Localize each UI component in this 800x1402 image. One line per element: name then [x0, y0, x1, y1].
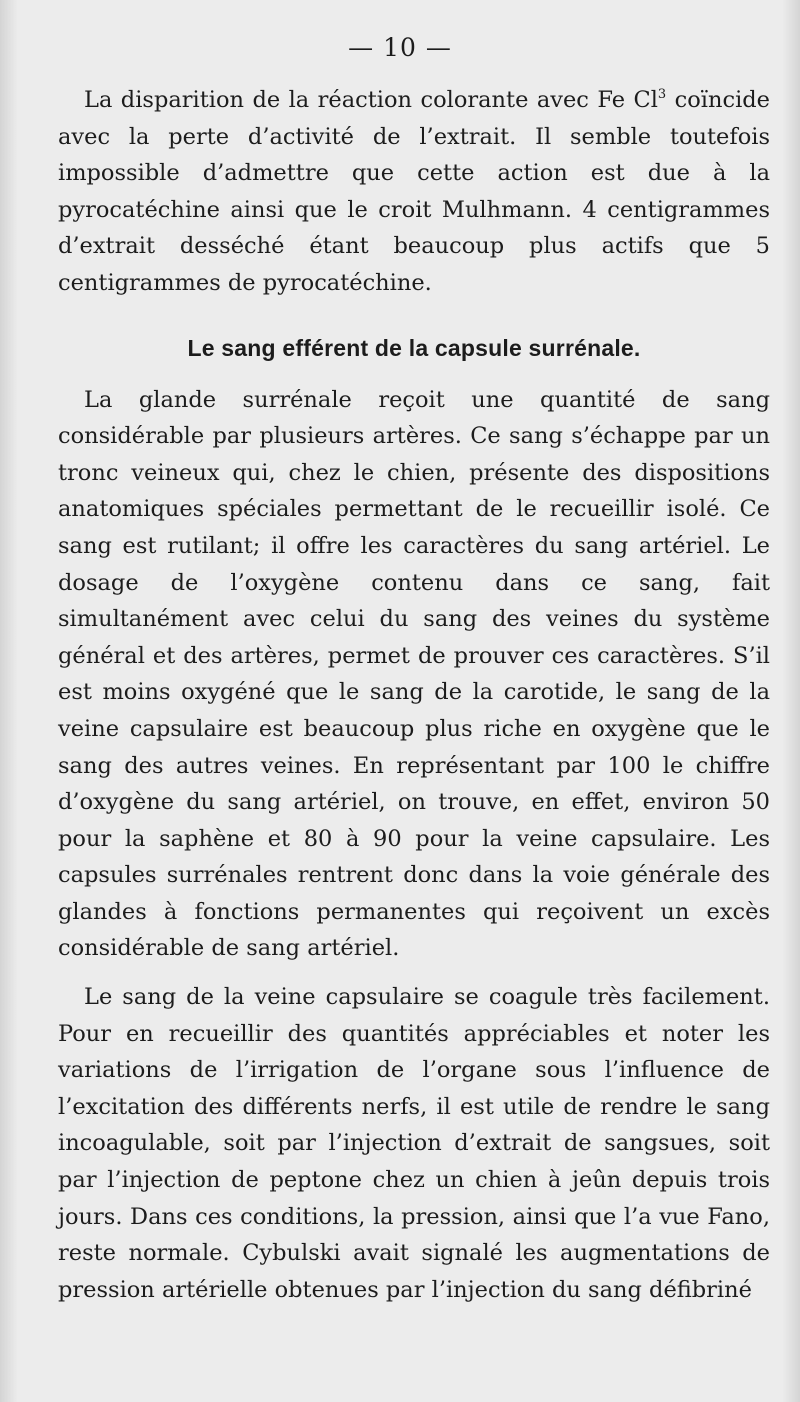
page-body — [58, 82, 770, 1308]
page-number: — 10 — — [348, 33, 452, 62]
superscript-three: 3 — [657, 87, 667, 102]
intro-text-start: La disparition de la réaction colorante avec Fe Cl — [84, 87, 658, 113]
body-paragraph-2: Le sang de la veine capsulaire se coagule très facilement. Pour en recueillir des quantités appréciables et noter les variations de l’irrigation de l’organe sous l’influence de l’excitation des différents nerfs, il est utile de rendre le sang incoagulable, soit par l’injection d’extrait de sangsues, soit par l’injection de peptone chez un chien à jeûn depuis trois jours. Dans ces conditions, la pression, ainsi que l’a vue Fano, reste normale. Cybulski avait signalé les augmentations de pression artérielle obtenues par l’injection du sang défibriné — [58, 984, 770, 1303]
body-paragraph-1: La glande surrénale reçoit une quantité de sang considérable par plusieurs artères. Ce sang s’échappe par un tronc veineux qui, chez le chien, présente des dispositions anatomiques spéciales permettant de le recueillir isolé. Ce sang est rutilant; il offre les caractères du sang artériel. Le dosage de l’oxygène contenu dans ce sang, fait simultanément avec celui du sang des veines du système général et des artères, permet de prouver ces caractères. S’il est moins oxygéné que le sang de la carotide, le sang de la veine capsulaire est beaucoup plus riche en oxygène que le sang des autres veines. En représentant par 100 le chiffre d’oxygène du sang artériel, on trouve, en effet, environ 50 pour la saphène et 80 à 90 pour la veine capsulaire. Les capsules surrénales rentrent donc dans la voie générale des glandes à fonctions permanentes qui reçoivent un excès considérable de sang artériel. — [58, 386, 770, 962]
intro-text-end: coïncide avec la perte d’activité de l’extrait. Il semble toutefois impossible d’admettre que cette action est due à la pyrocatéchine ainsi que le croit Mulhmann. 4 centigrammes d’extrait desséché étant beaucoup plus actifs que 5 centigrammes de pyrocatéchine. — [58, 87, 770, 296]
intro-paragraph — [58, 82, 770, 302]
section-heading: Le sang efférent de la capsule surrénale. — [187, 334, 641, 361]
paragraph-spacer — [58, 967, 770, 979]
